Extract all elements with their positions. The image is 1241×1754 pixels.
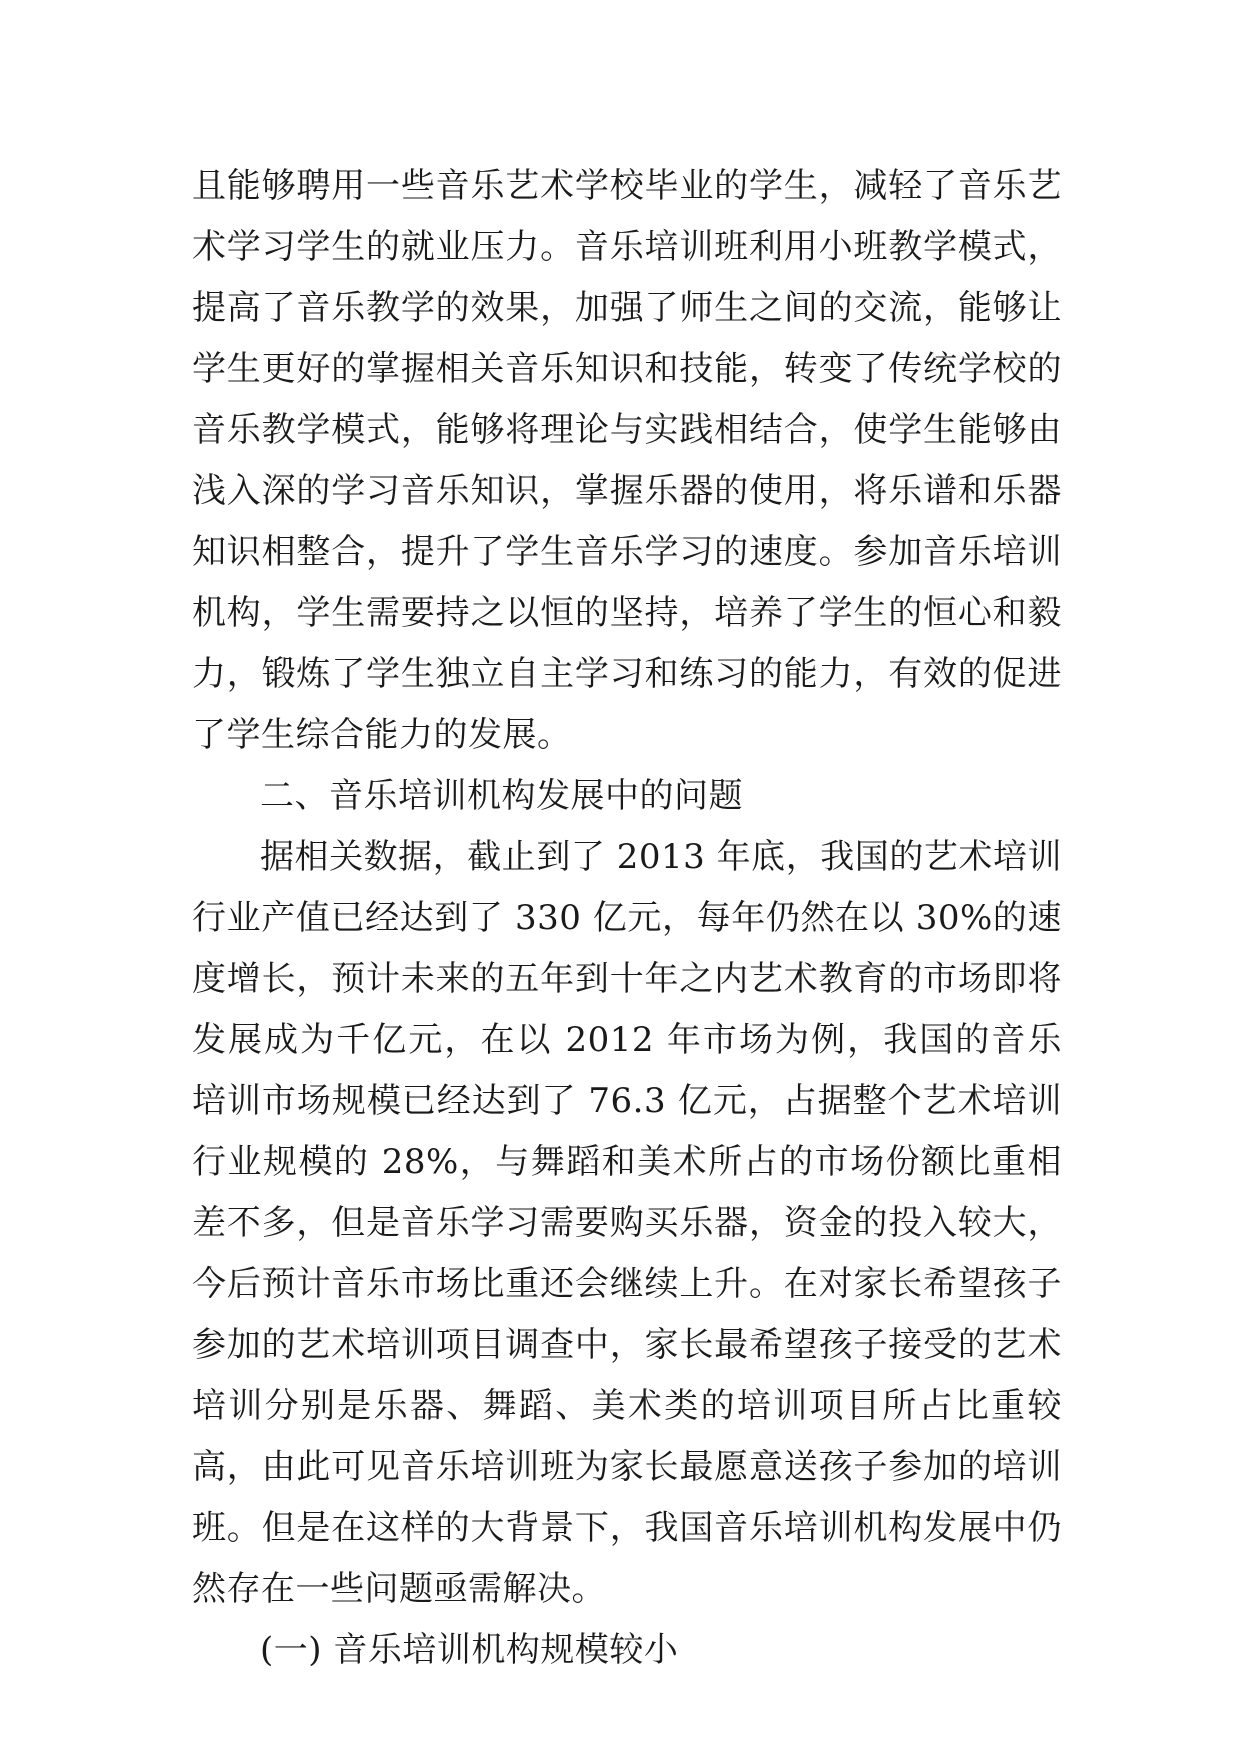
subsection-heading: (一) 音乐培训机构规模较小 — [260, 1630, 679, 1670]
section-heading: 二、音乐培训机构发展中的问题 — [260, 776, 743, 816]
body-paragraph: 据相关数据，截止到了 2013 年底，我国的艺术培训行业产值已经达到了 330 亿元，每年仍然在以 30%的速度增长，预计未来的五年到十年之内艺术教育的市场即将发展成为千亿元，在以 2012 年市场为例，我国的音乐培训市场规模已经达到了 76.3 亿元，占据整个艺术培训行业规模的 28%，与舞蹈和美术所占的市场份额比重相差不多，但是音乐学习需要购买乐器，资金的投入较大，今后预计音乐市场比重还会继续上升。在对家长希望孩子参加的艺术培训项目调查中，家长最希望孩子接受的艺术培训分别是乐器、舞蹈、美术类的培训项目所占比重较高，由此可见音乐培训班为家长最愿意送孩子参加的培训班。但是在这样的大背景下，我国音乐培训机构发展中仍然存在一些问题亟需解决。 — [192, 837, 1062, 1609]
document-body — [192, 156, 1062, 1681]
body-paragraph: 且能够聘用一些音乐艺术学校毕业的学生，减轻了音乐艺术学习学生的就业压力。音乐培训班利用小班教学模式，提高了音乐教学的效果，加强了师生之间的交流，能够让学生更好的掌握相关音乐知识和技能，转变了传统学校的音乐教学模式，能够将理论与实践相结合，使学生能够由浅入深的学习音乐知识，掌握乐器的使用，将乐谱和乐器知识相整合，提升了学生音乐学习的速度。参加音乐培训机构，学生需要持之以恒的坚持，培养了学生的恒心和毅力，锻炼了学生独立自主学习和练习的能力，有效的促进了学生综合能力的发展。 — [192, 166, 1062, 755]
